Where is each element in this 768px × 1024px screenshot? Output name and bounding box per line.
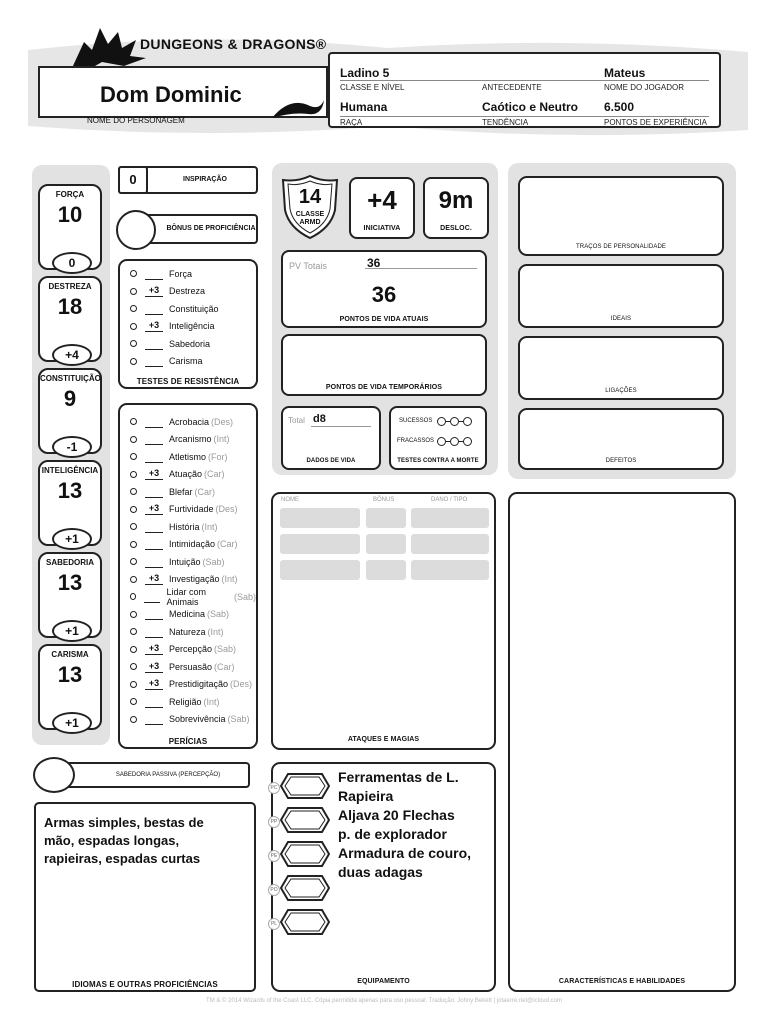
death-fail-checks[interactable]: [437, 437, 472, 446]
skill-row[interactable]: [130, 501, 238, 518]
coin-hex-icon: [280, 874, 330, 902]
alignment-label: TENDÊNCIA: [482, 118, 529, 127]
player-name-value[interactable]: Mateus: [604, 66, 646, 80]
proficiency-dot-icon[interactable]: [130, 541, 137, 548]
skill-value[interactable]: +3: [145, 573, 163, 585]
ability-name: CARISMA: [51, 650, 89, 659]
skill-ability: (Int): [203, 696, 220, 707]
ability-name: FORÇA: [55, 190, 85, 199]
proficiency-dot-icon[interactable]: [130, 418, 137, 425]
saving-throw-name: Força: [169, 268, 193, 279]
skill-row[interactable]: [130, 588, 256, 605]
hit-dice-total-label: Total: [288, 416, 305, 425]
skill-name: Prestidigitação: [169, 679, 229, 689]
ability-score[interactable]: 13: [57, 570, 83, 595]
speed-box: [423, 177, 489, 239]
background-label: ANTECEDENTE: [482, 83, 542, 92]
ability-modifier[interactable]: +1: [52, 620, 92, 642]
coin-field[interactable]: [270, 806, 330, 834]
skill-ability: (Sab): [207, 609, 230, 619]
saving-throw-row[interactable]: [130, 300, 219, 317]
ideals-label: IDEAIS: [610, 316, 632, 322]
skill-row[interactable]: [130, 571, 238, 588]
alignment-value[interactable]: Caótico e Neutro: [482, 100, 579, 114]
hit-dice-total-value[interactable]: d8: [313, 413, 326, 425]
attacks-col-damage: DANO / TIPO: [431, 497, 468, 503]
saving-throw-value[interactable]: [145, 355, 163, 367]
saving-throw-value[interactable]: [145, 338, 163, 350]
proficiency-dot-icon[interactable]: [130, 593, 136, 600]
coin-label: PC: [268, 782, 280, 794]
proficiency-dot-icon[interactable]: [130, 506, 137, 513]
ability-name: CONSTITUIÇÃO: [40, 374, 101, 383]
equipment-item[interactable]: Ferramentas de L.: [338, 769, 459, 785]
skill-name: Blefar: [169, 486, 193, 497]
hit-dice-label: DADOS DE VIDA: [306, 458, 356, 464]
skill-ability: (Sab): [233, 591, 256, 602]
race-label: RAÇA: [340, 118, 363, 127]
skills-box: [118, 403, 258, 749]
logo-text: DUNGEONS & DRAGONS®: [140, 36, 327, 52]
armor-class-value[interactable]: 14: [298, 186, 322, 208]
proficiency-dot-icon[interactable]: [130, 323, 137, 330]
inspiration-box: [118, 166, 258, 194]
ability-box: [38, 368, 102, 454]
initiative-label: INICIATIVA: [363, 225, 401, 232]
saving-throw-name: Carisma: [169, 356, 203, 366]
skill-name: Religião: [169, 696, 202, 707]
hit-dice-box: [281, 406, 381, 470]
proficiency-dot-icon[interactable]: [130, 663, 137, 670]
initiative-value[interactable]: +4: [367, 185, 397, 215]
coin-hex-icon: [280, 806, 330, 834]
attacks-col-name: NOME: [281, 497, 299, 503]
skill-name: Percepção: [169, 644, 213, 654]
skill-row[interactable]: [130, 658, 235, 675]
proficiency-dot-icon[interactable]: [130, 436, 137, 443]
skill-ability: (Des): [230, 679, 253, 689]
proficiency-dot-icon[interactable]: [130, 523, 137, 530]
skill-name: Investigação: [169, 574, 220, 584]
death-success-label: SUCESSOS: [399, 418, 433, 424]
skill-name: Sobrevivência: [169, 714, 226, 724]
skill-ability: (Int): [207, 626, 224, 637]
skill-name: Atletismo: [169, 451, 207, 462]
proficiency-dot-icon[interactable]: [130, 471, 137, 478]
saving-throw-row[interactable]: [130, 265, 192, 282]
equipment-label: EQUIPAMENTO: [357, 978, 410, 985]
languages-text[interactable]: Armas simples, bestas de mão, espadas longas, rapieiras, espadas curtas: [44, 815, 204, 866]
skill-row[interactable]: [130, 536, 238, 553]
footer-copyright: TM & © 2014 Wizards of the Coast LLC. Cópia permitida apenas para uso pessoal. Tradução: Johny Bekett | jotaerre.net@icloud.com: [206, 998, 562, 1004]
attack-3-name[interactable]: [280, 560, 360, 580]
skill-ability: (Sab): [227, 714, 250, 724]
saving-throw-row[interactable]: [130, 318, 215, 335]
death-saves-box: [389, 406, 487, 470]
player-name-label: NOME DO JOGADOR: [604, 83, 685, 92]
saving-throws-box: [118, 259, 258, 389]
ability-box: [38, 184, 102, 270]
skill-value[interactable]: [145, 416, 163, 428]
skill-value[interactable]: +3: [145, 503, 163, 515]
ability-box: [38, 644, 102, 730]
skill-value[interactable]: +3: [145, 468, 163, 480]
saving-throw-name: Inteligência: [169, 321, 215, 331]
saving-throw-name: Constituição: [169, 303, 219, 314]
proficiency-dot-icon[interactable]: [130, 340, 137, 347]
skill-value[interactable]: [145, 713, 163, 725]
languages-box: [34, 802, 256, 992]
coin-label: PL: [268, 918, 280, 930]
ability-box: [38, 552, 102, 638]
proficiency-dot-icon[interactable]: [130, 646, 137, 653]
coin-field[interactable]: [270, 908, 330, 936]
skill-value[interactable]: [145, 538, 163, 550]
class-level-value[interactable]: Ladino 5: [340, 66, 390, 80]
armor-class-label-1: CLASSE: [295, 211, 325, 218]
class-level-label: CLASSE E NÍVEL: [340, 83, 405, 92]
skill-row[interactable]: [130, 693, 220, 710]
ability-modifier[interactable]: -1: [52, 436, 92, 458]
death-saves-label: TESTES CONTRA A MORTE: [397, 458, 479, 464]
saving-throw-name: Sabedoria: [169, 338, 211, 349]
saving-throw-row[interactable]: [130, 353, 203, 370]
xp-value[interactable]: 6.500: [604, 100, 635, 114]
hp-current-box: [281, 250, 487, 328]
attacks-label: ATAQUES E MAGIAS: [347, 736, 420, 743]
features-box[interactable]: [508, 492, 736, 992]
coin-field[interactable]: [270, 874, 330, 902]
features-label: CARACTERÍSTICAS E HABILIDADES: [558, 978, 686, 985]
skill-value[interactable]: +3: [145, 678, 163, 690]
ability-score[interactable]: 13: [57, 662, 83, 687]
skill-ability: (For): [208, 451, 228, 462]
skill-row[interactable]: [130, 518, 218, 535]
saving-throw-row[interactable]: [130, 335, 210, 352]
attack-3-damage[interactable]: [411, 560, 489, 580]
proficiency-dot-icon[interactable]: [130, 305, 137, 312]
equipment-item[interactable]: duas adagas: [338, 864, 423, 880]
coin-field[interactable]: [270, 840, 330, 868]
passive-wisdom-box: [50, 762, 250, 788]
skill-value[interactable]: [145, 696, 163, 708]
skill-value[interactable]: +3: [145, 661, 163, 673]
dragon-tail-icon: [270, 92, 326, 122]
traits-label: TRAÇOS DE PERSONALIDADE: [576, 244, 666, 250]
skill-value[interactable]: [145, 608, 163, 620]
ability-score[interactable]: 10: [57, 202, 83, 227]
skill-name: Persuasão: [169, 661, 213, 672]
coin-label: PE: [268, 850, 280, 862]
proficiency-dot-icon[interactable]: [130, 611, 137, 618]
ability-modifier[interactable]: 0: [52, 252, 92, 274]
languages-label: IDIOMAS E OUTRAS PROFICIÊNCIAS: [72, 980, 218, 989]
speed-label: DESLOC.: [440, 225, 472, 232]
equipment-item[interactable]: Rapieira: [338, 788, 394, 804]
coin-label: PO: [268, 884, 280, 896]
skill-value[interactable]: [145, 556, 163, 568]
character-info-box: [328, 52, 721, 128]
attack-3-bonus[interactable]: [366, 560, 406, 580]
saving-throw-value[interactable]: [145, 268, 163, 280]
death-fail-label: FRACASSOS: [397, 438, 435, 444]
skill-ability: (Car): [214, 661, 235, 672]
proficiency-dot-icon[interactable]: [130, 358, 137, 365]
equipment-item[interactable]: Armadura de couro,: [338, 845, 472, 861]
saving-throw-value[interactable]: +3: [145, 285, 163, 297]
skill-value[interactable]: +3: [145, 643, 163, 655]
skill-ability: (Des): [215, 504, 238, 514]
traits-box[interactable]: [518, 176, 724, 256]
attack-2-damage[interactable]: [411, 534, 489, 554]
skill-value[interactable]: [145, 521, 163, 533]
bonds-box[interactable]: [518, 336, 724, 400]
ability-name: INTELIGÊNCIA: [41, 466, 99, 475]
character-name[interactable]: Dom Dominic: [100, 82, 242, 107]
skill-ability: (Sab): [202, 556, 225, 567]
proficiency-dot-icon[interactable]: [130, 288, 137, 295]
skill-row[interactable]: [130, 623, 224, 640]
skill-name: História: [169, 521, 200, 532]
skill-ability: (Des): [211, 416, 234, 427]
inspiration-label: INSPIRAÇÃO: [183, 176, 227, 183]
skill-ability: (Car): [194, 486, 216, 497]
proficiency-dot-icon[interactable]: [130, 698, 137, 705]
proficiency-dot-icon[interactable]: [130, 453, 137, 460]
skill-row[interactable]: [130, 466, 225, 483]
proficiency-label: BÔNUS DE PROFICIÊNCIA: [166, 225, 256, 232]
proficiency-dot-icon[interactable]: [130, 716, 137, 723]
attacks-box: [271, 492, 496, 750]
skill-row[interactable]: [130, 413, 233, 430]
proficiency-dot-icon[interactable]: [130, 558, 137, 565]
skill-name: Natureza: [169, 626, 206, 637]
skill-value[interactable]: [144, 591, 160, 603]
skill-value[interactable]: [145, 486, 163, 498]
ability-box: [38, 276, 102, 362]
proficiency-dot-icon[interactable]: [130, 488, 137, 495]
skill-ability: (Car): [204, 469, 225, 479]
attack-1-bonus[interactable]: [366, 508, 406, 528]
flaws-box[interactable]: [518, 408, 724, 470]
coin-hex-icon: [280, 840, 330, 868]
skill-name: Furtividade: [169, 504, 214, 514]
hp-max-label: PV Totais: [289, 261, 327, 271]
skill-ability: (Int): [201, 521, 218, 532]
attack-1-name[interactable]: [280, 508, 360, 528]
ability-modifier[interactable]: +4: [52, 344, 92, 366]
hp-current-value[interactable]: 36: [371, 282, 397, 307]
xp-label: PONTOS DE EXPERIÊNCIA: [604, 118, 707, 127]
skill-name: Arcanismo: [169, 434, 212, 444]
skill-ability: (Int): [213, 434, 230, 444]
skill-row[interactable]: [130, 676, 252, 693]
skill-row[interactable]: [130, 641, 236, 658]
skill-name: Atuação: [169, 469, 203, 479]
coin-label: PP: [268, 816, 280, 828]
passive-wisdom-label: SABEDORIA PASSIVA (PERCEPÇÃO): [115, 772, 221, 778]
coin-hex-icon: [280, 772, 330, 800]
initiative-box: [349, 177, 415, 239]
hp-temp-label: PONTOS DE VIDA TEMPORÁRIOS: [325, 384, 443, 391]
hp-max-value[interactable]: 36: [367, 256, 381, 270]
skill-name: Acrobacia: [169, 416, 210, 427]
skill-row[interactable]: [130, 711, 250, 728]
proficiency-dot-icon[interactable]: [130, 628, 137, 635]
armor-class-label-2: ARMD: [299, 219, 321, 226]
skill-ability: (Sab): [214, 644, 237, 654]
saving-throw-name: Destreza: [169, 286, 206, 296]
bonds-label: LIGAÇÕES: [605, 388, 637, 394]
proficiency-dot-icon[interactable]: [130, 576, 137, 583]
hp-current-label: PONTOS DE VIDA ATUAIS: [339, 316, 429, 323]
proficiency-value[interactable]: [116, 210, 156, 250]
proficiency-dot-icon[interactable]: [130, 681, 137, 688]
skill-value[interactable]: [145, 626, 163, 638]
saving-throw-value[interactable]: +3: [145, 320, 163, 332]
ability-score[interactable]: 9: [63, 386, 77, 411]
death-success-checks[interactable]: [437, 417, 472, 426]
equipment-list[interactable]: [338, 768, 488, 882]
skill-name: Medicina: [169, 609, 206, 619]
character-name-label: NOME DO PERSONAGEM: [87, 116, 185, 125]
skill-name: Lidar com Animais: [166, 586, 206, 607]
ability-name: SABEDORIA: [45, 558, 94, 567]
ability-modifier[interactable]: +1: [52, 712, 92, 734]
hp-temp-box: [281, 334, 487, 396]
saving-throw-value[interactable]: [145, 303, 163, 315]
proficiency-dot-icon[interactable]: [130, 270, 137, 277]
skill-value[interactable]: [145, 433, 163, 445]
skill-row[interactable]: [130, 448, 228, 465]
skill-row[interactable]: [130, 431, 230, 448]
ideals-box[interactable]: [518, 264, 724, 328]
attack-1-damage[interactable]: [411, 508, 489, 528]
skill-row[interactable]: [130, 553, 225, 570]
skill-row[interactable]: [130, 483, 215, 500]
attack-2-bonus[interactable]: [366, 534, 406, 554]
ability-box: [38, 460, 102, 546]
skills-label: PERÍCIAS: [168, 737, 208, 746]
skill-row[interactable]: [130, 606, 229, 623]
attacks-col-bonus: BÔNUS: [373, 497, 395, 503]
ability-modifier[interactable]: +1: [52, 528, 92, 550]
skill-ability: (Car): [217, 539, 238, 549]
attack-2-name[interactable]: [280, 534, 360, 554]
saving-throw-row[interactable]: [130, 283, 205, 300]
ability-score[interactable]: 13: [57, 478, 83, 503]
equipment-item[interactable]: Aljava 20 Flechas: [338, 807, 455, 823]
passive-wisdom-value[interactable]: [33, 757, 75, 793]
skill-ability: (Int): [221, 574, 238, 584]
ability-name: DESTREZA: [48, 282, 92, 291]
equipment-item[interactable]: p. de explorador: [338, 826, 447, 842]
race-value[interactable]: Humana: [340, 100, 388, 114]
ability-score[interactable]: 18: [57, 294, 83, 319]
skill-name: Intimidação: [169, 539, 216, 549]
flaws-label: DEFEITOS: [605, 458, 637, 464]
inspiration-value[interactable]: 0: [118, 166, 148, 194]
skill-name: Intuição: [169, 556, 201, 567]
speed-value[interactable]: 9m: [438, 187, 474, 214]
skill-value[interactable]: [145, 451, 163, 463]
coin-hex-icon: [280, 908, 330, 936]
coin-field[interactable]: [270, 772, 330, 800]
saving-throws-label: TESTES DE RESISTÊNCIA: [136, 377, 240, 386]
